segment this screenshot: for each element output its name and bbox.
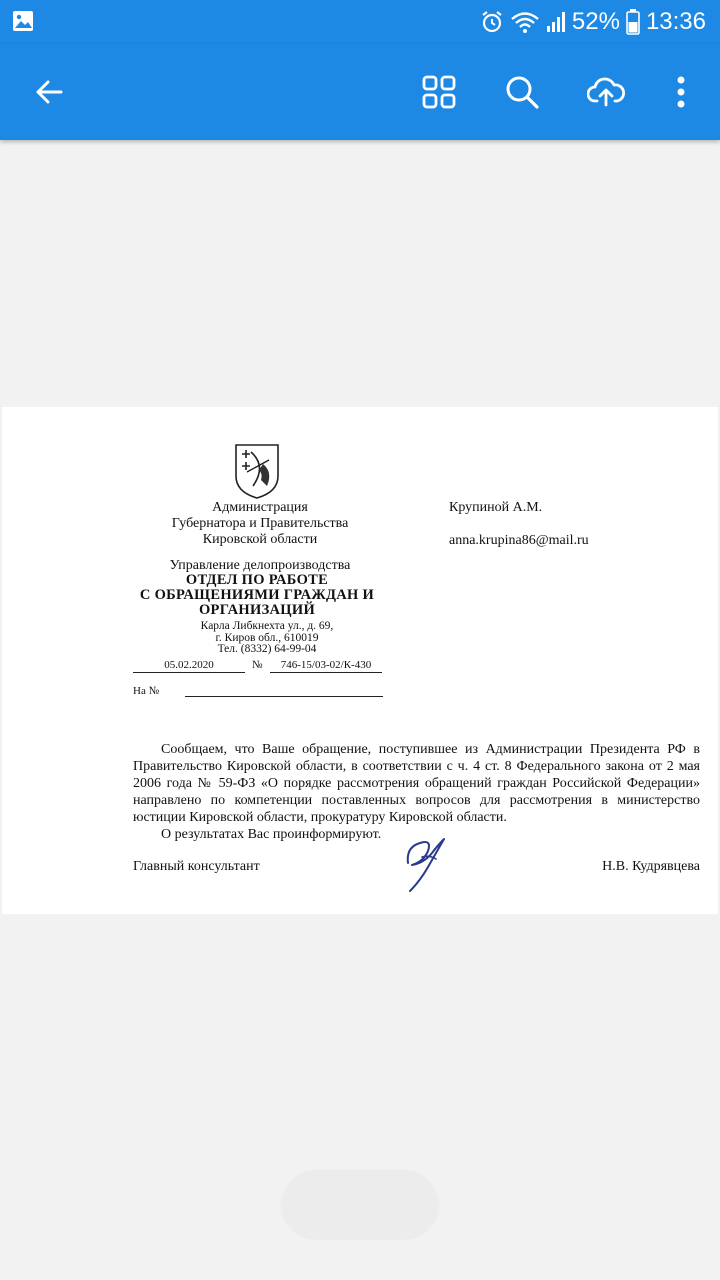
address-line: г. Киров обл., 610019 [215,631,319,644]
reply-to-label: На № [133,685,160,697]
alarm-icon [480,10,504,34]
body-paragraph: О результатах Вас проинформируют. [161,827,382,842]
department-title [117,573,397,618]
org-line: Кировской области [202,532,318,547]
page-grid-button[interactable] [411,64,467,120]
search-icon [505,75,539,109]
body-paragraph: Сообщаем, что Ваше обращение, поступившее из Администрации Президента РФ в Правительство Кировской области, в соответствии с ч. 4 ст. 8 Федерального закона от 2 мая 2006 года № 59-ФЗ «О порядке рассмотрения обращений граждан Российской Федерации» направлено по компетенции поставленных вопросов для рассмотрения в министерство юстиции Кировской области, прокуратуру Кировской области. [133,742,700,825]
cloud-upload-icon [587,77,625,107]
org-line: Администрация [212,500,308,515]
address-block [177,621,357,656]
letter-date: 05.02.2020 [133,659,245,673]
back-button[interactable] [21,64,77,120]
coat-of-arms-emblem [233,442,281,500]
back-arrow-icon [34,77,64,107]
handwritten-signature [402,833,450,895]
page-indicator [282,1170,438,1238]
upload-button[interactable] [578,64,634,120]
battery-icon [626,9,640,35]
org-line: Губернатора и Правительства [171,516,349,531]
recipient-name: Крупиной А.М. [449,500,543,515]
dept-line: ОРГАНИЗАЦИЙ [198,602,316,618]
grid-view-icon [422,75,456,109]
document-page[interactable] [2,407,718,914]
battery-percent: 52% [571,8,620,35]
search-button[interactable] [494,64,550,120]
gallery-notification-icon [12,10,34,32]
organization-header [122,500,398,574]
more-vertical-icon [676,76,686,108]
signal-icon [546,10,566,34]
letter-number: 746-15/03-02/К-430 [270,659,382,673]
number-label: № [252,659,263,671]
signer-title: Главный консультант [133,859,260,874]
more-options-button[interactable] [653,64,709,120]
dept-line: С ОБРАЩЕНИЯМИ ГРАЖДАН И [139,587,375,603]
reply-to-line [185,696,383,697]
signer-name: Н.В. Кудрявцева [602,859,700,874]
address-line: Карла Либкнехта ул., д. 69, [200,620,334,632]
clock: 13:36 [645,8,706,35]
recipient-email: anna.krupina86@mail.ru [449,533,589,548]
app-toolbar [0,44,720,140]
org-subdivision: Управление делопроизводства [169,558,351,573]
dept-line: ОТДЕЛ ПО РАБОТЕ [185,572,329,588]
phone-line: Тел. (8332) 64-99-04 [217,643,317,655]
wifi-icon [510,10,540,34]
status-bar [0,0,720,44]
letter-body [133,741,700,843]
